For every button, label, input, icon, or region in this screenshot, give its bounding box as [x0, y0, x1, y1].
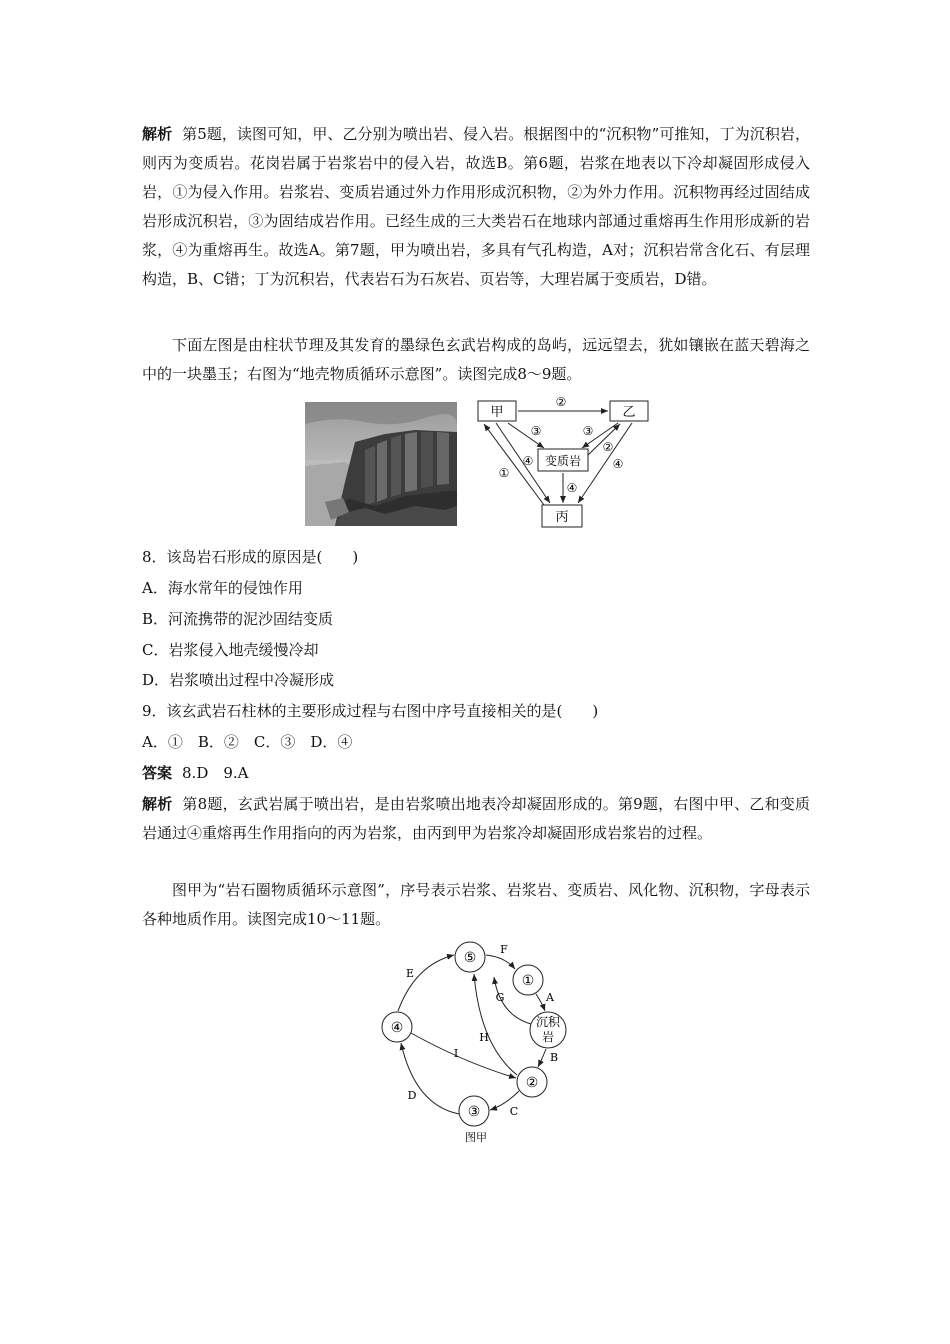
box-bing: 丙: [555, 510, 569, 525]
label-F: F: [500, 943, 508, 956]
label-G: G: [495, 991, 505, 1004]
label-4-right: ④: [612, 457, 624, 471]
label-3-left: ③: [530, 424, 542, 438]
label-B: B: [549, 1051, 559, 1064]
question-9-options: A．① B．② C．③ D．④: [142, 733, 353, 751]
label-H: H: [479, 1031, 489, 1044]
label-4-left: ④: [522, 454, 534, 468]
label-2-top: ②: [555, 395, 567, 409]
analysis-label: 解析: [142, 125, 173, 143]
question-9-stem: 9．该玄武岩石柱林的主要形成过程与右图中序号直接相关的是( ): [142, 702, 599, 720]
question-8-option-c: C．岩浆侵入地壳缓慢冷却: [142, 641, 319, 659]
box-jia: 甲: [490, 405, 504, 420]
label-2-right: ②: [602, 440, 614, 454]
label-I: I: [453, 1047, 459, 1060]
box-yi: 乙: [622, 405, 636, 420]
crust-cycle-diagram: [470, 393, 650, 531]
intro-q8-9: 下面左图是由柱状节理及其发育的墨绿色玄武岩构成的岛屿，远远望去，犹如镶嵌在蓝天碧海之中的一块墨玉；右图为“地壳物质循环示意图”。读图完成8～9题。: [142, 336, 810, 383]
label-E: E: [405, 967, 415, 980]
answer-text: 8.D 9.A: [182, 764, 249, 782]
circle-5: ⑤: [463, 950, 477, 966]
circle-3: ③: [467, 1104, 481, 1120]
question-8-option-a: A．海水常年的侵蚀作用: [142, 579, 303, 597]
label-C: C: [509, 1105, 519, 1118]
label-A: A: [546, 991, 554, 1004]
analysis-paragraph-1: [142, 120, 810, 294]
label-D: D: [407, 1089, 417, 1102]
figure-caption: 图甲: [465, 1131, 487, 1144]
circle-1: ①: [521, 973, 535, 989]
answer-label: 答案: [142, 764, 173, 782]
analysis-text: 第5题，读图可知，甲、乙分别为喷出岩、侵入岩。根据图中的“沉积物”可推知，丁为沉积岩，则丙为变质岩。花岗岩属于岩浆岩中的侵入岩，故选B。第6题，岩浆在地表以下冷却凝固形成侵入岩，①为侵入作用。岩浆岩、变质岩通过外力作用形成沉积物，②为外力作用。沉积物再经过固结成岩形成沉积岩，③为固结成岩作用。已经生成的三大类岩石在地球内部通过重熔再生作用形成新的岩浆，④为重熔再生。故选A。第7题，甲为喷出岩，多具有气孔构造，A对；沉积岩常含化石、有层理构造，B、C错；丁为沉积岩，代表岩石为石灰岩、页岩等，大理岩属于变质岩，D错。: [142, 125, 810, 288]
label-3-right: ③: [582, 424, 594, 438]
circle-sedimentary-2: 岩: [541, 1030, 555, 1044]
analysis-text: 第8题，玄武岩属于喷出岩，是由岩浆喷出地表冷却凝固形成的。第9题，右图中甲、乙和变质岩通过④重熔再生作用指向的丙为岩浆，由丙到甲为岩浆冷却凝固形成岩浆岩的过程。: [142, 795, 810, 842]
intro-q10-11: 图甲为“岩石圈物质循环示意图”，序号表示岩浆、岩浆岩、变质岩、风化物、沉积物，字母表示各种地质作用。读图完成10～11题。: [142, 881, 810, 928]
analysis-label: 解析: [142, 795, 173, 813]
label-1: ①: [498, 466, 510, 480]
circle-sedimentary-1: 沉积: [535, 1015, 561, 1029]
rock-cycle-diagram: [370, 935, 590, 1147]
circle-2: ②: [525, 1075, 539, 1091]
circle-4: ④: [390, 1020, 404, 1036]
question-8-stem: 8．该岛岩石形成的原因是( ): [142, 548, 359, 566]
label-4-middle: ④: [566, 481, 578, 495]
answer-line: [142, 759, 249, 788]
analysis-paragraph-2: [142, 790, 810, 848]
basalt-island-photo: [305, 402, 457, 526]
question-8-option-b: B．河流携带的泥沙固结变质: [142, 610, 334, 628]
box-metamorphic: 变质岩: [544, 454, 582, 468]
question-8-option-d: D．岩浆喷出过程中冷凝形成: [142, 671, 335, 689]
